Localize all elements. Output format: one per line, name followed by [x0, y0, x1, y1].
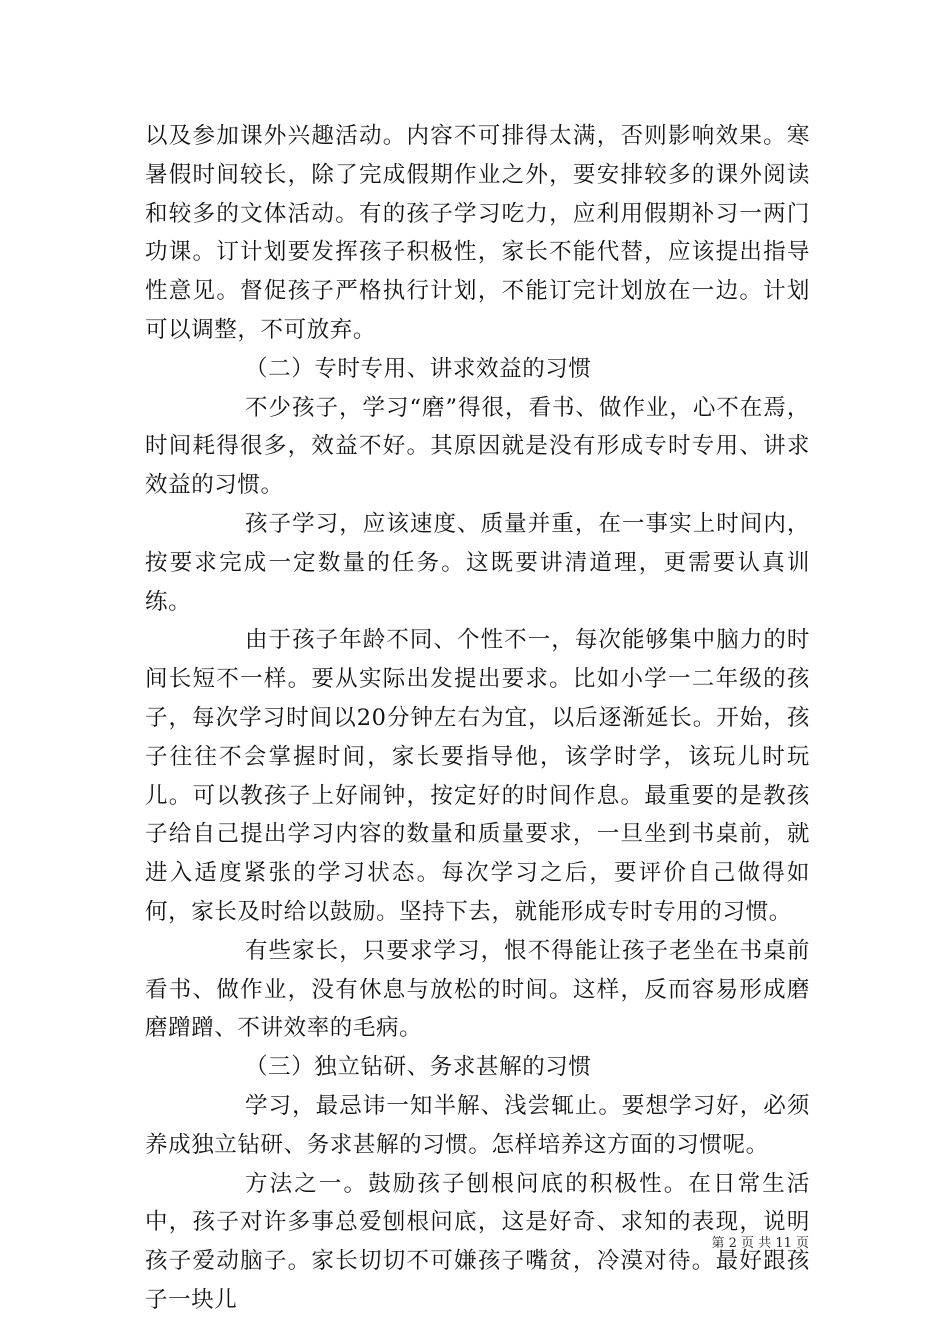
paragraph: 孩子学习，应该速度、质量并重，在一事实上时间内，按要求完成一定数量的任务。这既要讲清道理，更需要认真训练。	[145, 510, 810, 615]
document-body	[145, 117, 810, 1320]
section-heading-2: （二）专时专用、讲求效益的习惯	[245, 355, 592, 382]
paragraph: 学习，最忌讳一知半解、浅尝辄止。要想学习好，必须养成独立钻研、务求甚解的习惯。怎样培养这方面的习惯呢。	[145, 1092, 810, 1158]
section-heading-3: （三）独立钻研、务求甚解的习惯	[245, 1054, 592, 1081]
paragraph: 由于孩子年龄不同、个性不一，每次能够集中脑力的时间长短不一样。要从实际出发提出要求。比如小学一二年级的孩子，每次学习时间以20分钟左右为宜，以后逐渐延长。开始，孩子往往不会掌握时间，家长要指导他，该学时学，该玩儿时玩儿。可以教孩子上好闹钟，按定好的时间作息。最重要的是教孩子给自己提出学习内容的数量和质量要求，一旦坐到书桌前，就进入适度紧张的学习状态。每次学习之后，要评价自己做得如何，家长及时给以鼓励。坚持下去，就能形成专时专用的习惯。	[145, 627, 810, 925]
paragraph-continuation: 以及参加课外兴趣活动。内容不可排得太满，否则影响效果。寒暑假时间较长，除了完成假期作业之外，要安排较多的课外阅读和较多的文体活动。有的孩子学习吃力，应利用假期补习一两门功课。订计划要发挥孩子积极性，家长不能代替，应该提出指导性意见。督促孩子严格执行计划，不能订完计划放在一边。计划可以调整，不可放弃。	[145, 123, 810, 343]
paragraph: 有些家长，只要求学习，恨不得能让孩子老坐在书桌前看书、做作业，没有休息与放松的时间。这样，反而容易形成磨磨蹭蹭、不讲效率的毛病。	[145, 937, 810, 1042]
paragraph: 方法之一。鼓励孩子刨根问底的积极性。在日常生活中，孩子对许多事总爱刨根问底，这是好奇、求知的表现，说明孩子爱动脑子。家长切切不可嫌孩子嘴贫，冷漠对待。最好跟孩子一块儿	[145, 1170, 810, 1313]
page-number: 第 2 页 共 11 页	[711, 1236, 809, 1251]
paragraph: 不少孩子，学习“磨”得很，看书、做作业，心不在焉，时间耗得很多，效益不好。其原因就是没有形成专时专用、讲求效益的习惯。	[145, 394, 810, 499]
